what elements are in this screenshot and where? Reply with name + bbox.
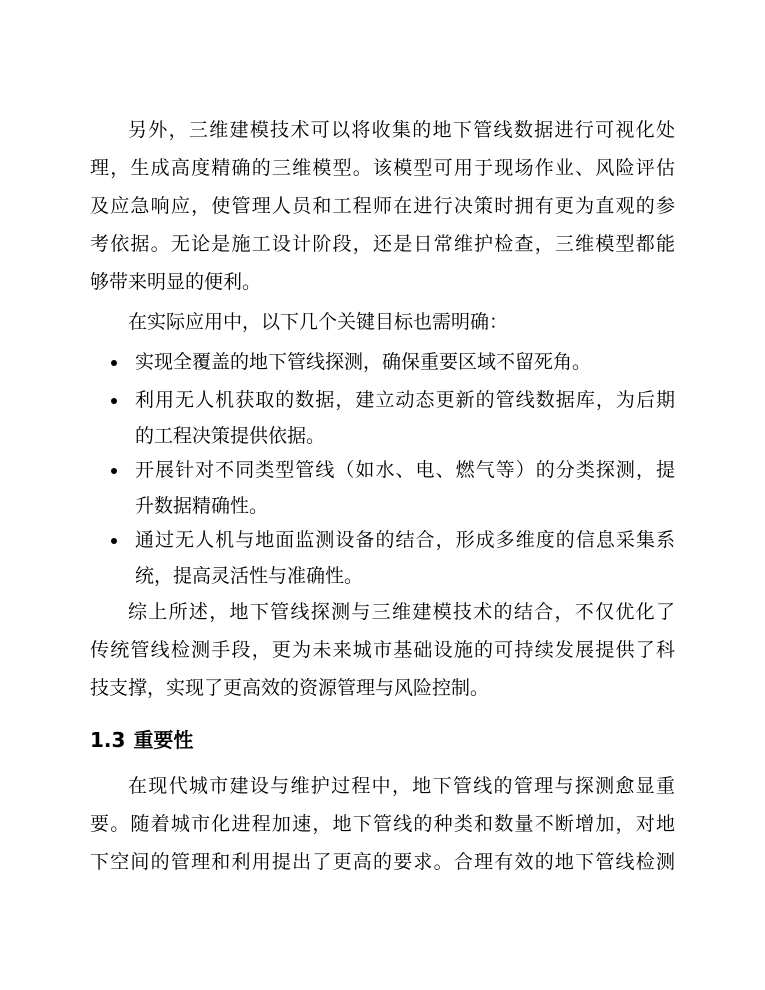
list-item-line: 利用无人机获取的数据，建立动态更新的管线数据库，为后期: [135, 389, 675, 411]
list-item-line: 实现全覆盖的地下管线探测，确保重要区域不留死角。: [135, 351, 592, 373]
list-item-line: 开展针对不同类型管线（如水、电、燃气等）的分类探测，提: [135, 459, 675, 481]
section-heading: [90, 727, 193, 753]
list-item-line: 通过无人机与地面监测设备的结合，形成多维度的信息采集系: [135, 529, 675, 551]
paragraph-line: 理，生成高度精确的三维模型。该模型可用于现场作业、风险评估: [90, 157, 675, 179]
paragraph-line: 要。随着城市化进程加速，地下管线的种类和数量不断增加，对地: [90, 813, 675, 835]
paragraph-line: 下空间的管理和利用提出了更高的要求。合理有效的地下管线检测: [90, 851, 675, 873]
paragraph-line: 传统管线检测手段，更为未来城市基础设施的可持续发展提供了科: [90, 639, 675, 661]
paragraph-line: 在现代城市建设与维护过程中，地下管线的管理与探测愈显重: [128, 775, 675, 797]
bullet-icon: [111, 360, 117, 366]
bullet-icon: [111, 398, 117, 404]
list-item-line: 的工程决策提供依据。: [135, 425, 326, 447]
paragraph-line: 综上所述，地下管线探测与三维建模技术的结合，不仅优化了: [128, 601, 675, 623]
section-number: 1.3: [90, 728, 126, 752]
list-item-line: 统，提高灵活性与准确性。: [135, 565, 364, 587]
paragraph-line: 技支撑，实现了更高效的资源管理与风险控制。: [90, 677, 490, 699]
paragraph-line: 及应急响应，使管理人员和工程师在进行决策时拥有更为直观的参: [90, 195, 675, 217]
paragraph-line: 在实际应用中，以下几个关键目标也需明确：: [128, 311, 509, 333]
paragraph-line: 另外，三维建模技术可以将收集的地下管线数据进行可视化处: [128, 119, 675, 141]
paragraph-line: 考依据。无论是施工设计阶段，还是日常维护检查，三维模型都能: [90, 233, 675, 255]
bullet-icon: [111, 468, 117, 474]
paragraph-line: 够带来明显的便利。: [90, 271, 262, 293]
list-item-line: 升数据精确性。: [135, 495, 269, 517]
bullet-icon: [111, 538, 117, 544]
section-title: 重要性: [133, 728, 194, 752]
